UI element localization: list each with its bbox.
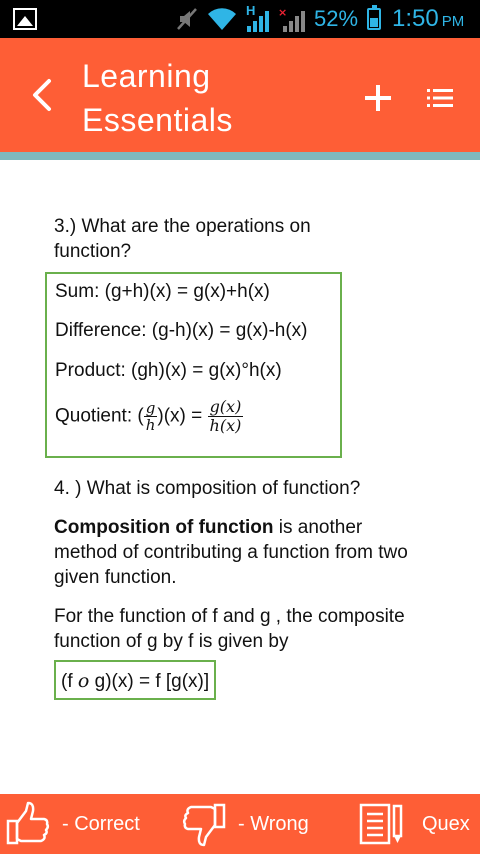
question-3: 3.) What are the operations on function? (54, 216, 311, 262)
network-type-label: H (246, 3, 256, 18)
quotient-rhs-fraction (208, 398, 244, 435)
difference-formula: Difference: (g-h)(x) = g(x)-h(x) (55, 320, 308, 341)
question-4: 4. ) What is composition of function? (54, 478, 361, 499)
back-icon (31, 78, 53, 112)
sum-formula: Sum: (g+h)(x) = g(x)+h(x) (55, 281, 270, 302)
plus-icon (364, 84, 392, 112)
gallery-notification-icon (13, 8, 37, 30)
menu-list-button[interactable] (420, 78, 460, 118)
thumbs-down-icon (182, 801, 226, 847)
clock (392, 4, 464, 37)
composite-formula (61, 669, 209, 694)
quex-label: Quex (422, 812, 470, 835)
mute-icon (176, 7, 198, 31)
clock-time: 1:50 (392, 5, 439, 32)
wifi-icon (206, 6, 238, 32)
product-formula: Product: (gh)(x) = g(x)°h(x) (55, 360, 282, 381)
battery-percent: 52% (314, 6, 359, 31)
quotient-fraction-denominator: h (145, 416, 156, 434)
correct-label: - Correct (62, 812, 140, 835)
operations-formula-box (45, 272, 342, 458)
notes-icon (358, 802, 406, 846)
signal-icon (246, 10, 270, 32)
clock-ampm: PM (441, 13, 465, 30)
composite-pre: (f (61, 671, 78, 692)
composite-operator: o (77, 670, 90, 692)
wrong-label: - Wrong (238, 812, 309, 835)
quotient-rhs-numerator: g(x) (209, 397, 242, 416)
wrong-button[interactable] (182, 794, 309, 854)
composite-formula-box (54, 660, 216, 700)
definition-term: Composition of function (54, 517, 274, 538)
back-button[interactable] (24, 74, 60, 116)
status-bar (0, 0, 480, 38)
app-bar-divider (0, 152, 480, 160)
quotient-fraction (144, 400, 158, 433)
composition-definition (54, 515, 414, 590)
battery-icon (367, 8, 381, 30)
quotient-label: Quotient: ( (55, 405, 144, 427)
definition-text: is another method of contributing a function from two given function. (54, 517, 408, 588)
quotient-rhs-denominator: h(x) (209, 416, 242, 435)
app-title: Learning Essentials (82, 58, 233, 138)
svg-text:×: × (278, 6, 288, 19)
composite-intro: For the function of f and g , the composite function of g by f is given by (54, 606, 405, 652)
quotient-mid: )(x) = (157, 405, 208, 427)
quotient-formula (55, 398, 243, 435)
correct-button[interactable] (6, 794, 140, 854)
thumbs-up-icon (6, 801, 50, 847)
no-signal-icon (278, 6, 306, 32)
quex-button[interactable] (358, 794, 470, 854)
quotient-fraction-numerator: g (145, 399, 156, 417)
list-icon (427, 87, 453, 109)
composite-post: g)(x) = f [g(x)] (89, 671, 210, 692)
add-button[interactable] (358, 78, 398, 118)
